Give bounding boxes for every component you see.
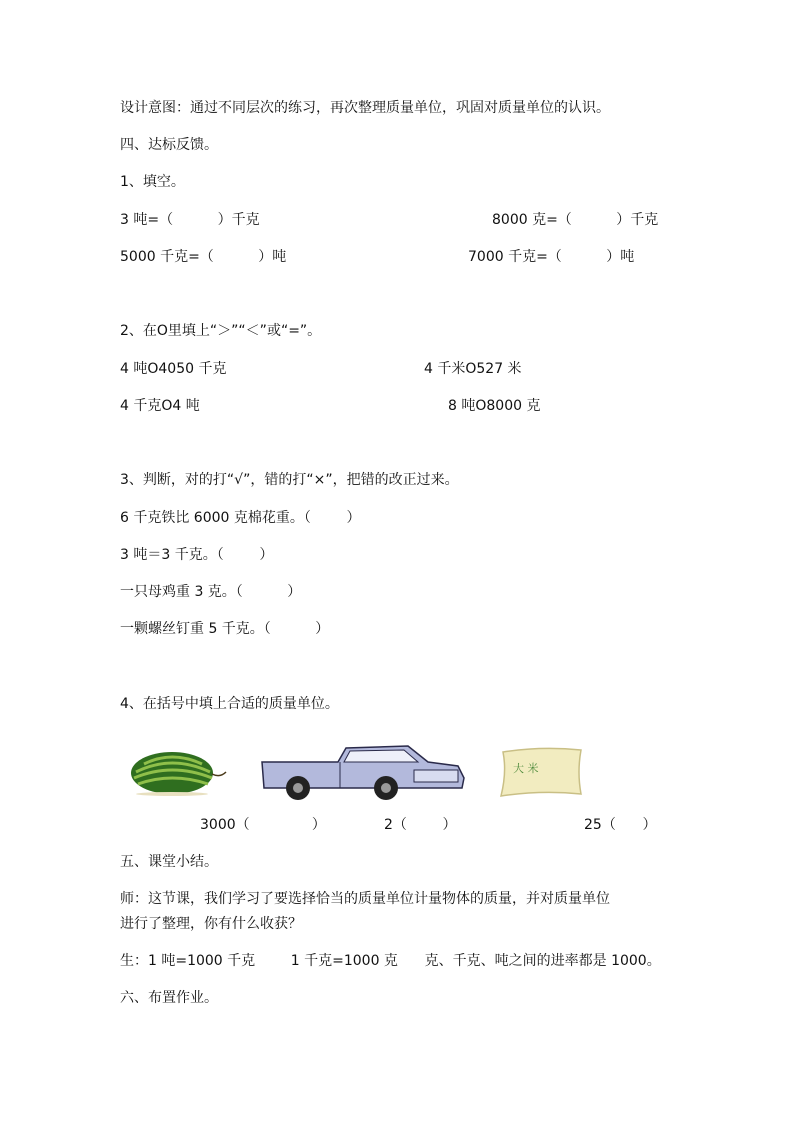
- q1-item-b: 8000 克=（ ）千克: [492, 212, 659, 228]
- q3-item-a: 6 千克铁比 6000 克棉花重。（ ）: [120, 510, 361, 526]
- truck-image: [258, 742, 470, 802]
- section-5-title: 五、课堂小结。: [120, 854, 218, 870]
- q4-item-b: 2（ ）: [384, 817, 457, 833]
- q2-item-c: 4 千克O4 吨: [120, 398, 200, 414]
- q4-title: 4、在括号中填上合适的质量单位。: [120, 696, 339, 712]
- q2-title: 2、在O里填上“＞”“＜”或“=”。: [120, 323, 322, 339]
- section-4-title: 四、达标反馈。: [120, 137, 218, 153]
- q2-item-b: 4 千米O527 米: [424, 361, 522, 377]
- design-intent-text: 设计意图：通过不同层次的练习，再次整理质量单位，巩固对质量单位的认识。: [120, 100, 610, 116]
- student-line: 生：1 吨=1000 千克 1 千克=1000 克 克、千克、吨之间的进率都是 1000。: [120, 953, 661, 969]
- q4-item-a: 3000（ ）: [200, 817, 326, 833]
- q3-item-c: 一只母鸡重 3 克。（ ）: [120, 584, 302, 600]
- q2-item-a: 4 吨O4050 千克: [120, 361, 227, 377]
- q3-title: 3、判断，对的打“√”，错的打“×”，把错的改正过来。: [120, 472, 459, 488]
- q2-item-d: 8 吨O8000 克: [448, 398, 541, 414]
- section-6-title: 六、布置作业。: [120, 990, 218, 1006]
- watermelon-image: [128, 748, 230, 796]
- teacher-line-1: 师：这节课，我们学习了要选择恰当的质量单位计量物体的质量，并对质量单位: [120, 891, 610, 907]
- q1-item-a: 3 吨=（ ）千克: [120, 212, 260, 228]
- q3-item-d: 一颗螺丝钉重 5 千克。（ ）: [120, 621, 330, 637]
- q1-title: 1、填空。: [120, 174, 185, 190]
- q4-item-c: 25（ ）: [584, 817, 657, 833]
- teacher-line-2: 进行了整理，你有什么收获？: [120, 916, 302, 932]
- rice-bag-label: 大 米: [513, 762, 539, 775]
- q3-item-b: 3 吨＝3 千克。（ ）: [120, 547, 274, 563]
- q1-item-c: 5000 千克=（ ）吨: [120, 249, 287, 265]
- q1-item-d: 7000 千克=（ ）吨: [468, 249, 635, 265]
- rice-bag-image: [497, 746, 585, 798]
